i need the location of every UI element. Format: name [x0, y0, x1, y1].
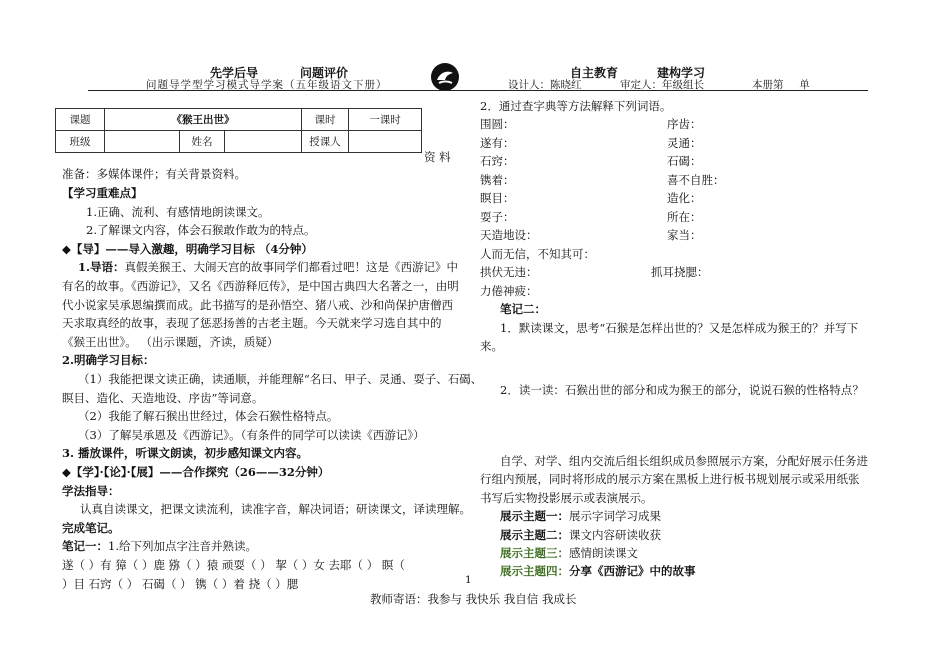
- show-theme-1: [500, 507, 661, 526]
- word-2-a: 石窍：: [480, 154, 515, 168]
- header-rule: [88, 90, 868, 91]
- word-5-a: 耍子：: [480, 210, 515, 224]
- header-left-subtitle: 问题导学型学习模式导学案（五年级语文下册）: [146, 79, 388, 91]
- intro-line-4: 天求取真经的故事，表现了惩恶扬善的古老主题。今天就来学习选自其中的: [62, 316, 442, 330]
- focus-item-2: 2.了解课文内容，体会石猴敢作敢为的特点。: [86, 223, 316, 237]
- show-3-text: 感情朗读课文: [569, 546, 638, 560]
- word-1-b: 灵通：: [667, 136, 702, 150]
- focus-item-1: 1.正确、流利、有感情地朗读课文。: [86, 205, 270, 219]
- intro-line-3: 代小说家吴承恩编撰而成。此书描写的是孙悟空、猪八戒、沙和尚保护唐僧西: [62, 298, 453, 312]
- word-0-a: 围圆：: [480, 117, 515, 131]
- class-label: 班级: [56, 131, 105, 153]
- note2-q2: 2．读一读：石猴出世的部分和成为猴王的部分，说说石猴的性格特点？: [500, 383, 864, 397]
- page-number: 1: [465, 574, 472, 586]
- header-book-unit: 本册第___单: [752, 79, 810, 91]
- prep-text: 准备：多媒体课件；有关背景资料。: [62, 167, 246, 181]
- word-4-b: 造化：: [667, 191, 702, 205]
- word-6-a: 天造地设：: [480, 228, 538, 242]
- show-2-label: 展示主题二：: [500, 528, 569, 542]
- word-last-a: 拱伏无违：: [480, 265, 538, 279]
- ziliao-label: 资 料: [424, 150, 451, 164]
- school-logo-icon: [430, 62, 460, 92]
- intro-text-1: 真假美猴王、大闹天宫的故事同学们都看过吧！这是《西游记》中: [124, 260, 459, 274]
- header-right-title-1: 自主教育: [570, 66, 619, 80]
- method-title: 学法指导：: [62, 484, 120, 498]
- header-left-title-1: 先学后导: [210, 66, 259, 80]
- topic-label: 课题: [56, 109, 105, 131]
- teacher-value[interactable]: [349, 131, 422, 153]
- intro-line-1: [78, 258, 458, 277]
- word-1-a: 遂有：: [480, 136, 515, 150]
- word-6-b: 家当：: [667, 228, 702, 242]
- dao-section-title: ◆【导】——导入激趣，明确学习目标 （4分钟）: [62, 242, 313, 256]
- q2-title: 2．通过查字典等方法解释下列词语。: [480, 99, 672, 113]
- class-value[interactable]: [105, 131, 180, 153]
- note1-line: [62, 537, 257, 556]
- complete-notes: 完成笔记。: [62, 521, 120, 535]
- header-designer: 设计人：陈晓红: [508, 79, 582, 91]
- goal-item-1a: （1）我能把课文读正确，读通顺，并能理解“名曰、甲子、灵通、耍子、石碣、: [78, 372, 483, 386]
- pinyin-line-2: ）目 石窍（ ） 石碣（ ） 镌（ ）着 挠（ ）腮: [62, 577, 299, 591]
- name-value[interactable]: [225, 131, 302, 153]
- show-3-label: 展示主题三：: [500, 546, 569, 560]
- show-4-text: 分享《西游记》中的故事: [569, 564, 696, 578]
- word-single: 人而无信，不知其可：: [480, 247, 595, 261]
- word-3-b: 喜不自胜：: [667, 173, 725, 187]
- goal-item-2: （2）我能了解石猴出世经过，体会石猴性格特点。: [78, 409, 339, 423]
- intro-line-2: 有名的故事。《西游记》，又名《西游释厄传》，是中国古典四大名著之一，由明: [62, 279, 459, 293]
- pinyin-line-1: 遂（ ）有 獐（ ）鹿 猕（ ）猿 顽耍（ ） 挈（ ）女 去耶（ ） 瞑（: [62, 558, 405, 572]
- word-5-b: 所在：: [667, 210, 702, 224]
- note2-q1a: 1．默读课文，思考“石猴是怎样出世的？又是怎样成为猴王的？并写下: [500, 321, 859, 335]
- header-reviewer: 审定人：年级组长: [620, 79, 704, 91]
- self-study-3: 书写后实物投影展示或表演展示。: [480, 491, 653, 505]
- word-energy: 力倦神疲：: [480, 284, 538, 298]
- word-3-a: 镌着：: [480, 173, 515, 187]
- header-left-title-2: 问题评价: [300, 66, 349, 80]
- show-1-text: 展示字词学习成果: [569, 509, 661, 523]
- goal-item-1b: 瞑目、造化、天造地设、序齿”等词意。: [62, 391, 264, 405]
- intro-line-5: 《猴王出世》。 （出示课题，齐读，质疑）: [62, 335, 279, 349]
- play-courseware: 3. 播放课件，听课文朗读，初步感知课文内容。: [62, 446, 309, 460]
- focus-title: 【学习重难点】: [62, 186, 143, 200]
- teacher-label: 授课人: [302, 131, 349, 153]
- hours-value: 一课时: [349, 109, 422, 131]
- show-theme-3: [500, 544, 638, 563]
- show-2-text: 课文内容研读收获: [569, 528, 661, 542]
- teacher-motto: 教师寄语：我参与 我快乐 我自信 我成长: [370, 592, 577, 606]
- xue-section-title: ◆【学】·【论】·【展】——合作探究（26——32分钟）: [62, 465, 330, 479]
- lesson-info-table: [55, 108, 422, 153]
- note2-q1b: 来。: [480, 339, 503, 353]
- word-2-b: 石碣：: [667, 154, 702, 168]
- note2-label: 笔记二：: [500, 302, 546, 316]
- show-theme-2: [500, 526, 661, 545]
- word-0-b: 序齿：: [667, 117, 702, 131]
- word-last-b: 抓耳挠腮：: [651, 265, 709, 279]
- topic-value: 《猴王出世》: [105, 109, 302, 131]
- show-theme-4: [500, 562, 696, 581]
- note1-label: 笔记一：: [62, 539, 108, 553]
- goal-item-3: （3）了解吴承恩及《西游记》。（有条件的同学可以读读《西游记》）: [78, 428, 425, 442]
- show-4-label: 展示主题四：: [500, 564, 569, 578]
- show-1-label: 展示主题一：: [500, 509, 569, 523]
- method-text: 认真自读课文，把课文读流利，读准字音，解决词语；研读课文，译读理解。: [80, 502, 471, 516]
- hours-label: 课时: [302, 109, 349, 131]
- name-label: 姓名: [180, 131, 225, 153]
- word-4-a: 瞑目：: [480, 191, 515, 205]
- self-study-2: 行组内预展，同时将形成的展示方案在黑板上进行板书规划展示或采用纸张: [480, 472, 860, 486]
- intro-label: 1.导语：: [78, 260, 125, 274]
- header-right-title-2: 建构学习: [657, 66, 706, 80]
- note1-text: 1.给下列加点字注音并熟读。: [108, 539, 257, 553]
- self-study-1: 自学、对学、组内交流后组长组织成员参照展示方案，分配好展示任务进: [500, 454, 868, 468]
- goal-title: 2.明确学习目标：: [62, 353, 155, 367]
